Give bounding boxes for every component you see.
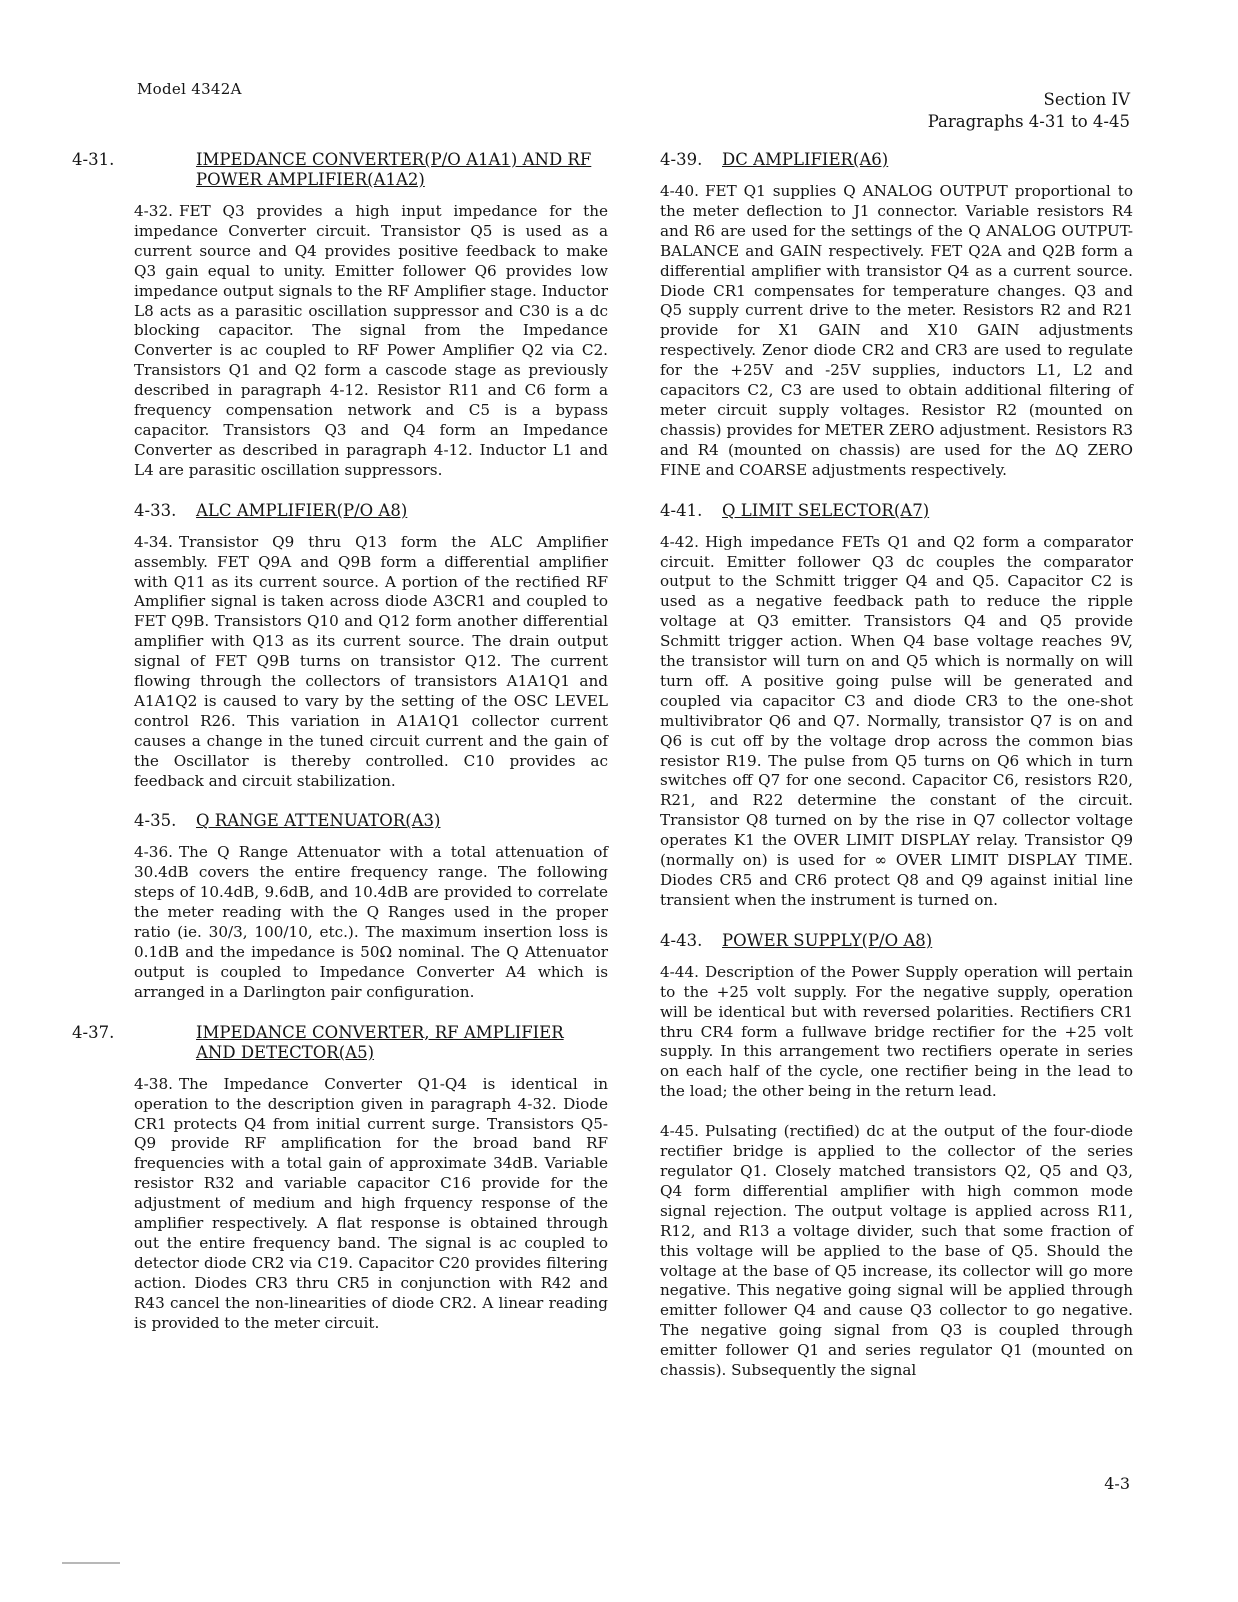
left-column xyxy=(72,150,608,1354)
scan-artifact-line xyxy=(62,1562,120,1564)
paragraph-4-32: 4-32. FET Q3 provides a high input impedance for the impedance Converter circuit. Transistor Q5 is used as a current source and Q4 provides positive feedback to make Q3 gain equal to unity. Emitter follower Q6 provides low impedance output signals to the RF Amplifier stage. Inductor L8 acts as a parasitic oscillation suppressor and C30 is a dc blocking capacitor. The signal from the Impedance Converter is ac coupled to RF Power Amplifier Q2 via C2. Transistors Q1 and Q2 form a cascode stage as previously described in paragraph 4-12. Resistor R11 and C6 form a frequency compensation network and C5 is a bypass capacitor. Transistors Q3 and Q4 form an Impedance Converter as described in paragraph 4-12. Inductor L1 and L4 are parasitic oscillation suppressors. xyxy=(134,202,608,479)
heading-4-35: 4-35. Q RANGE ATTENUATOR(A3) xyxy=(134,811,441,831)
paragraph-range: Paragraphs 4-31 to 4-45 xyxy=(927,112,1130,131)
heading-4-33: 4-33. ALC AMPLIFIER(P/O A8) xyxy=(134,500,408,520)
paragraph-4-42: 4-42. High impedance FETs Q1 and Q2 form a comparator circuit. Emitter follower Q3 dc couples the comparator output to the Schmitt trigger Q4 and Q5. Capacitor C2 is used as a negative feedback path to reduce the ripple voltage at Q3 emitter. Transistors Q4 and Q5 provide Schmitt trigger action. When Q4 base voltage reaches 9V, the transistor will turn on and Q5 which is normally on will turn off. A positive going pulse will be generated and coupled via capacitor C3 and diode CR3 to the one-shot multivibrator Q6 and Q7. Normally, transistor Q7 is on and Q6 is cut off by the voltage drop across the common bias resistor R19. The pulse from Q5 turns on Q6 which in turn switches off Q7 for one second. Capacitor C6, resistors R20, R21, and R22 determine the constant of the circuit. Transistor Q8 turned on by the rise in Q7 collector voltage operates K1 the OVER LIMIT DISPLAY relay. Transistor Q9 (normally on) is used for ∞ OVER LIMIT DISPLAY TIME. Diodes CR5 and CR6 protect Q8 and Q9 against initial line transient when the instrument is turned on. xyxy=(660,532,1133,909)
paragraph-4-34: 4-34. Transistor Q9 thru Q13 form the ALC Amplifier assembly. FET Q9A and Q9B form a differential amplifier with Q11 as its current source. A portion of the rectified RF Amplifier signal is taken across diode A3CR1 and coupled to FET Q9B. Transistors Q10 and Q12 form another differential amplifier with Q13 as its current source. The drain output signal of FET Q9B turns on transistor Q12. The current flowing through the collectors of transistors A1A1Q1 and A1A1Q2 is caused to vary by the setting of the OSC LEVEL control R26. This variation in A1A1Q1 collector current causes a change in the tuned circuit current and the gain of the Oscillator is thereby controlled. C10 provides ac feedback and circuit stabilization. xyxy=(134,532,608,790)
heading-4-41: 4-41. Q LIMIT SELECTOR(A7) xyxy=(660,500,930,520)
heading-4-37: 4-37. IMPEDANCE CONVERTER, RF AMPLIFIER AND DETECTOR(A5) xyxy=(72,1022,564,1062)
heading-4-31: 4-31. IMPEDANCE CONVERTER(P/O A1A1) AND RF POWER AMPLIFIER(A1A2) xyxy=(72,150,592,189)
heading-4-39: 4-39. DC AMPLIFIER(A6) xyxy=(660,150,889,169)
section-label: Section IV xyxy=(1043,90,1130,109)
paragraph-4-36: 4-36. The Q Range Attenuator with a total attenuation of 30.4dB covers the entire frequency range. The following steps of 10.4dB, 9.6dB, and 10.4dB are provided to correlate the meter reading with the Q Ranges used in the proper ratio (ie. 30/3, 100/10, etc.). The maximum insertion loss is 0.1dB and the impedance is 50Ω nominal. The Q Attenuator output is coupled to Impedance Converter A4 which is arranged in a Darlington pair configuration. xyxy=(134,843,608,1001)
paragraph-4-44: 4-44. Description of the Power Supply operation will pertain to the +25 volt supply. For the negative supply, operation will be identical but with reversed polarities. Rectifiers CR1 thru CR4 form a fullwave bridge rectifier for the +25 volt supply. In this arrangement two rectifiers operate in series on each half of the cycle, one rectifier being in the lead to the load; the other being in the return lead. xyxy=(660,962,1133,1101)
paragraph-4-40: 4-40. FET Q1 supplies Q ANALOG OUTPUT proportional to the meter deflection to J1 connector. Variable resistors R4 and R6 are used for the settings of the Q ANALOG OUTPUT-BALANCE and GAIN respectively. FET Q2A and Q2B form a differential amplifier with transistor Q4 as a current source. Diode CR1 compensates for temperature changes. Q3 and Q5 supply current drive to the meter. Resistors R2 and R21 provide for X1 GAIN and X10 GAIN adjustments respectively. Zenor diode CR2 and CR3 are used to regulate for the +25V and -25V supplies, inductors L1, L2 and capacitors C2, C3 are used to obtain additional filtering of meter circuit supply voltages. Resistor R2 (mounted on chassis) provides for METER ZERO adjustment. Resistors R3 and R4 (mounted on chassis) are used for the ΔQ ZERO FINE and COARSE adjustments respectively. xyxy=(660,182,1133,479)
paragraph-4-45: 4-45. Pulsating (rectified) dc at the output of the four-diode rectifier bridge is applied to the collector of the series regulator Q1. Closely matched transistors Q2, Q5 and Q3, Q4 form differential amplifier with high common mode signal rejection. The output voltage is applied across R11, R12, and R13 a voltage divider, such that some fraction of this voltage will be applied to the base of Q5. Should the voltage at the base of Q5 increase, its collector will go more negative. This negative going signal will be applied through emitter follower Q4 and cause Q3 collector to go negative. The negative going signal from Q3 is coupled through emitter follower Q1 and series regulator Q1 (mounted on chassis). Subsequently the signal xyxy=(660,1122,1133,1380)
heading-4-43: 4-43. POWER SUPPLY(P/O A8) xyxy=(660,930,933,950)
section-header xyxy=(928,89,1130,133)
paragraph-4-38: 4-38. The Impedance Converter Q1-Q4 is identical in operation to the description given in paragraph 4-32. Diode CR1 protects Q4 from initial current surge. Transistors Q5-Q9 provide RF amplification for the broad band RF frequencies with a total gain of approximate 34dB. Variable resistor R32 and variable capacitor C16 provide for the adjustment of medium and high frquency response of the amplifier respectively. A flat response is obtained through out the entire frequency band. The signal is ac coupled to detector diode CR2 via C19. Capacitor C20 provides filtering action. Diodes CR3 thru CR5 in conjunction with R42 and R43 cancel the non-linearities of diode CR2. A linear reading is provided to the meter circuit. xyxy=(134,1074,608,1332)
page-number: 4-3 xyxy=(1104,1474,1130,1493)
model-label: Model 4342A xyxy=(137,80,242,98)
right-column xyxy=(660,150,1133,1401)
